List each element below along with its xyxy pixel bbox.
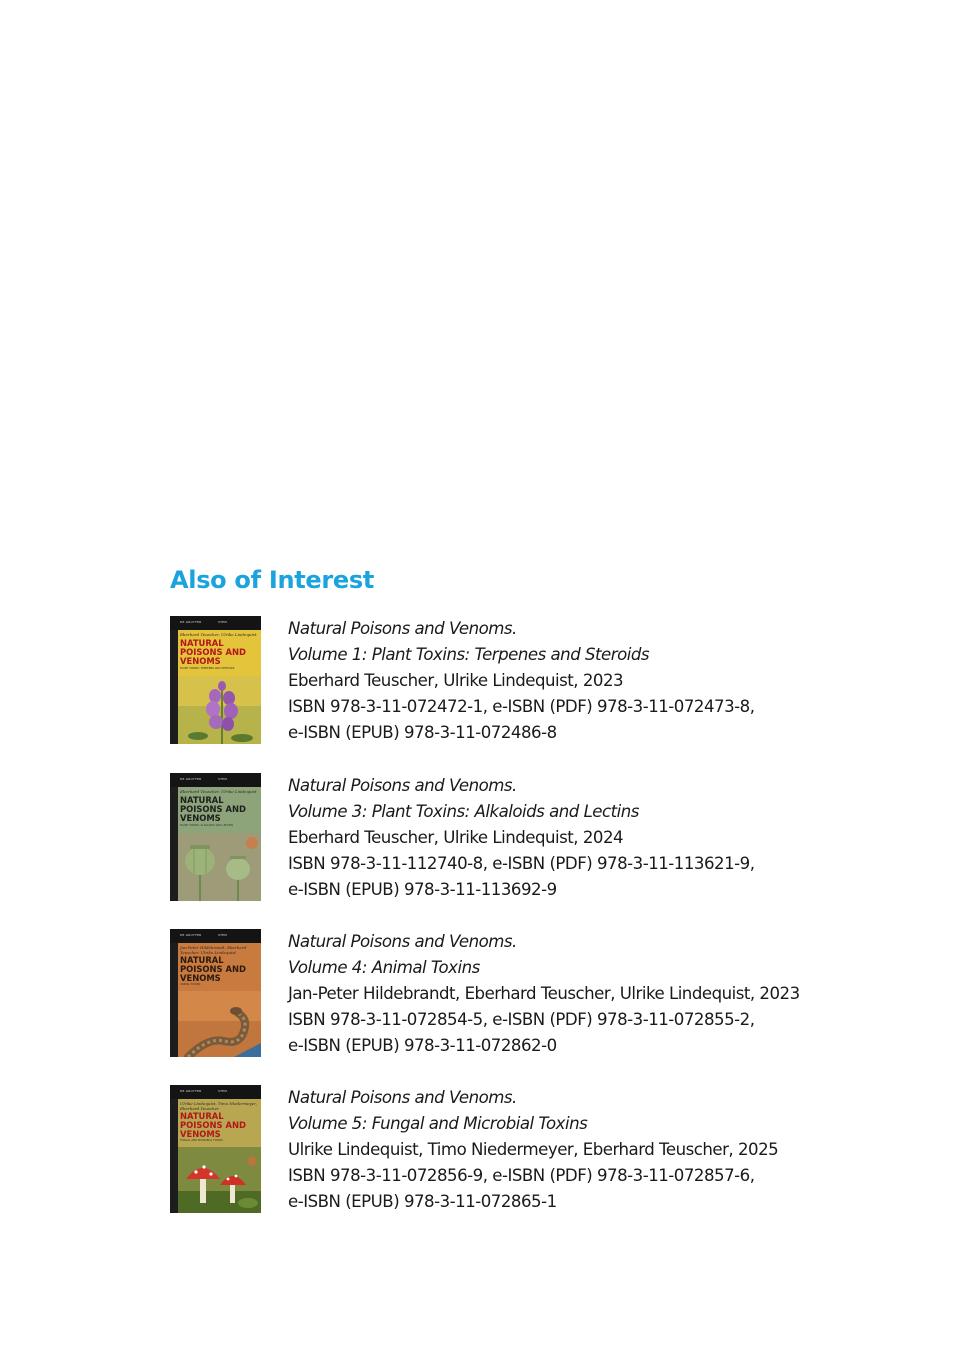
- book-volume: Volume 1: Plant Toxins: Terpenes and Steroids: [288, 645, 650, 664]
- cover-tag: STEM: [218, 1089, 228, 1093]
- cover-fly-agaric-image: [178, 1147, 261, 1213]
- book-entry-volume-4: [170, 929, 850, 1059]
- cover-tag: STEM: [218, 620, 228, 624]
- book-isbn: ISBN 978-3-11-072854-5, e-ISBN (PDF) 978-3-11-072855-2,: [288, 1010, 755, 1029]
- cover-snake-image: [178, 991, 261, 1057]
- cover-tag: STEM: [218, 777, 228, 781]
- book-series: Natural Poisons and Venoms.: [288, 932, 517, 951]
- book-info: [288, 929, 848, 1059]
- book-info: [288, 1085, 848, 1215]
- cover-subtitle: ANIMAL TOXINS: [180, 983, 201, 986]
- book-series: Natural Poisons and Venoms.: [288, 619, 517, 638]
- book-series: Natural Poisons and Venoms.: [288, 1088, 517, 1107]
- cover-tag: STEM: [218, 933, 228, 937]
- cover-publisher: DE GRUYTER: [180, 1089, 202, 1093]
- book-eisbn-epub: e-ISBN (EPUB) 978-3-11-072486-8: [288, 723, 557, 742]
- book-cover: [170, 616, 261, 744]
- cover-publisher: DE GRUYTER: [180, 777, 202, 781]
- cover-publisher: DE GRUYTER: [180, 620, 202, 624]
- book-cover: [170, 773, 261, 901]
- book-eisbn-epub: e-ISBN (EPUB) 978-3-11-113692-9: [288, 880, 557, 899]
- book-eisbn-epub: e-ISBN (EPUB) 978-3-11-072865-1: [288, 1192, 557, 1211]
- book-authors: Eberhard Teuscher, Ulrike Lindequist, 2023: [288, 671, 624, 690]
- book-eisbn-epub: e-ISBN (EPUB) 978-3-11-072862-0: [288, 1036, 557, 1055]
- book-info: [288, 773, 848, 903]
- book-authors: Eberhard Teuscher, Ulrike Lindequist, 2024: [288, 828, 624, 847]
- cover-title: NATURAL POISONS AND VENOMS: [180, 1111, 246, 1139]
- book-volume: Volume 3: Plant Toxins: Alkaloids and Lectins: [288, 802, 639, 821]
- book-entry-volume-3: [170, 773, 850, 903]
- cover-title: NATURAL POISONS AND VENOMS: [180, 795, 246, 823]
- cover-subtitle: FUNGAL AND MICROBIAL TOXINS: [180, 1139, 223, 1142]
- cover-title: NATURAL POISONS AND VENOMS: [180, 955, 246, 983]
- book-volume: Volume 5: Fungal and Microbial Toxins: [288, 1114, 588, 1133]
- cover-foxglove-image: [178, 676, 261, 744]
- cover-authors: Jan-Peter Hildebrandt, Eberhard Teuscher, Ulrike Lindequist: [180, 945, 247, 955]
- book-isbn: ISBN 978-3-11-112740-8, e-ISBN (PDF) 978-3-11-113621-9,: [288, 854, 755, 873]
- book-volume: Volume 4: Animal Toxins: [288, 958, 480, 977]
- cover-title: NATURAL POISONS AND VENOMS: [180, 638, 246, 666]
- cover-subtitle: PLANT TOXINS: TERPENES AND STEROIDS: [180, 667, 235, 670]
- cover-authors: Eberhard Teuscher, Ulrike Lindequist: [180, 632, 257, 637]
- cover-publisher: DE GRUYTER: [180, 933, 202, 937]
- section-heading: Also of Interest: [170, 566, 375, 594]
- book-series: Natural Poisons and Venoms.: [288, 776, 517, 795]
- book-isbn: ISBN 978-3-11-072856-9, e-ISBN (PDF) 978-3-11-072857-6,: [288, 1166, 755, 1185]
- also-of-interest-section: [170, 560, 850, 1211]
- book-authors: Ulrike Lindequist, Timo Niedermeyer, Eberhard Teuscher, 2025: [288, 1140, 779, 1159]
- book-entry-volume-5: [170, 1085, 850, 1215]
- book-info: [288, 616, 848, 746]
- book-entry-volume-1: [170, 616, 850, 746]
- book-isbn: ISBN 978-3-11-072472-1, e-ISBN (PDF) 978-3-11-072473-8,: [288, 697, 755, 716]
- cover-authors: Ulrike Lindequist, Timo Niedermeyer, Eberhard Teuscher: [180, 1101, 257, 1111]
- book-authors: Jan-Peter Hildebrandt, Eberhard Teuscher, Ulrike Lindequist, 2023: [288, 984, 800, 1003]
- cover-poppy-capsule-image: [178, 833, 261, 901]
- cover-subtitle: PLANT TOXINS: ALKALOIDS AND LECTINS: [180, 824, 234, 827]
- cover-authors: Eberhard Teuscher, Ulrike Lindequist: [180, 789, 257, 794]
- book-cover: [170, 1085, 261, 1213]
- book-cover: [170, 929, 261, 1057]
